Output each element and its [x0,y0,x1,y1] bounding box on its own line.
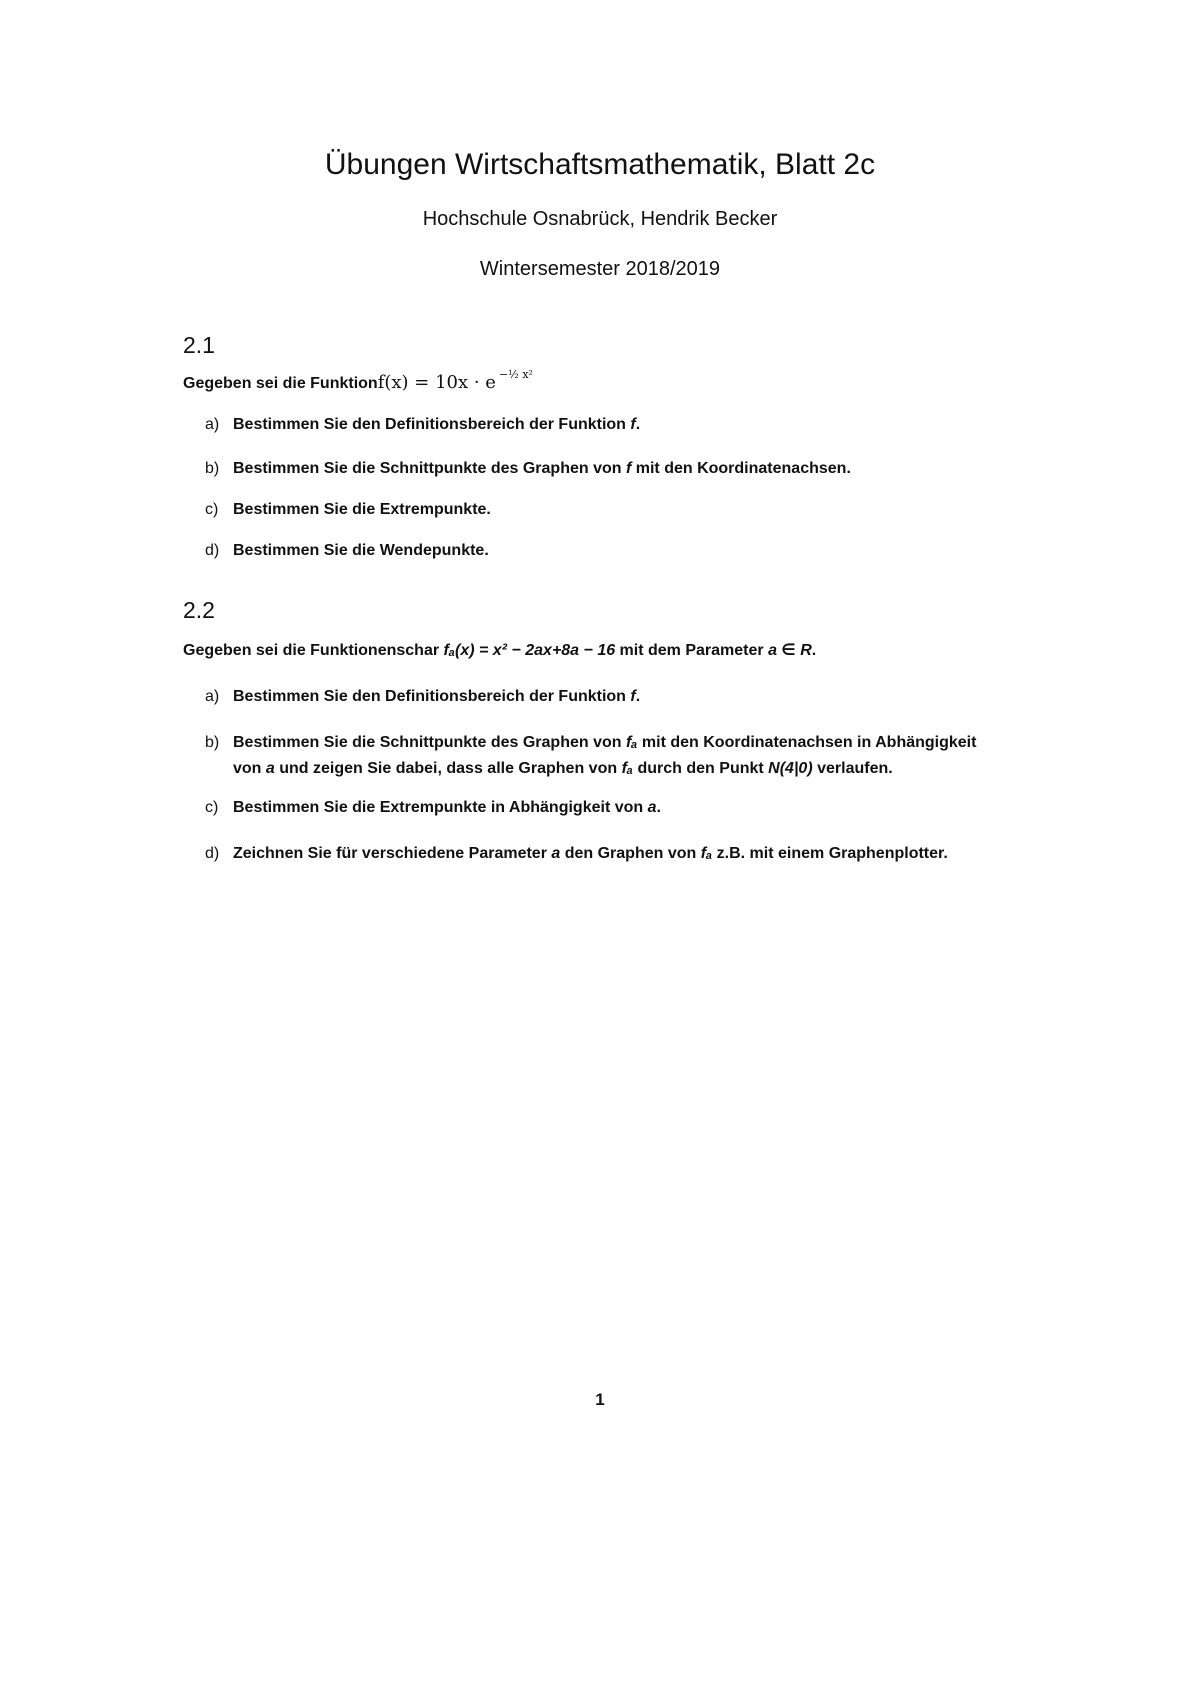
task-text-line1-end: mit den Koordinatenachsen in Abhängigkeit [637,734,977,751]
task-label: d) [205,542,220,559]
task-2-2-c [205,795,1055,821]
function-var: f [630,688,636,705]
task-label: c) [205,501,219,518]
function-var: fₐ [621,760,634,777]
page-number: 1 [595,1390,605,1409]
task-text: den Graphen von [560,845,701,862]
task-text: und zeigen Sie dabei, dass alle Graphen von [274,760,622,777]
task-text-end: verlaufen. [812,760,893,777]
task-text: von [233,760,266,777]
parameter-var: a [551,845,561,862]
section-2-2-intro [183,640,816,660]
task-label: d) [205,845,220,862]
task-text: durch den Punkt [633,760,769,777]
task-text: Bestimmen Sie den Definitionsbereich der Funktion [233,688,631,705]
task-text: Bestimmen Sie den Definitionsbereich der Funktion [233,416,631,433]
task-label: a) [205,416,220,433]
task-2-2-a [205,684,1055,710]
function-formula [377,368,533,393]
task-text-end: z.B. mit einem Graphenplotter. [712,845,948,862]
intro-text: Gegeben sei die Funktion [183,375,378,392]
formula-exponent: −½ x² [498,368,533,381]
task-text: Bestimmen Sie die Wendepunkte. [233,542,489,559]
task-2-1-a [205,412,1055,438]
task-2-2-d [205,841,1055,867]
document-title: Übungen Wirtschaftsmathematik, Blatt 2c [324,148,876,181]
intro-text-mid: mit dem Parameter [615,642,769,659]
parameter-var: a [265,760,275,777]
task-text: Bestimmen Sie die Schnittpunkte des Graphen von [233,460,626,477]
institution-line: Hochschule Osnabrück, Hendrik Becker [422,208,778,230]
task-text-end: . [635,688,641,705]
intro-text: Gegeben sei die Funktionenschar [183,642,444,659]
function-var: fₐ [700,845,713,862]
task-label: b) [205,460,220,477]
task-text-end: mit den Koordinatenachsen. [631,460,851,477]
task-text-end: . [656,799,661,816]
function-var: f [625,460,632,477]
parameter-domain: a ∈ R [768,642,812,659]
section-number-2-2: 2.2 [183,597,215,623]
task-text: Bestimmen Sie die Schnittpunkte des Graphen von [233,734,626,751]
task-2-2-b [205,730,1055,782]
intro-text-end: . [811,642,817,659]
task-2-1-d [205,538,1055,564]
section-number-2-1: 2.1 [183,332,215,358]
function-var: fₐ [625,734,638,751]
function-family-formula: fₐ(x) = x² − 2ax+8a − 16 [443,642,616,659]
function-var: f [630,416,636,433]
task-text-end: . [635,416,641,433]
point-label: N(4|0) [768,760,813,777]
parameter-var: a [647,799,657,816]
task-text: Zeichnen Sie für verschiedene Parameter [233,845,552,862]
semester-line: Wintersemester 2018/2019 [479,258,721,280]
task-continuation-line [205,756,1055,782]
task-text: Bestimmen Sie die Extrempunkte in Abhängigkeit von [233,799,648,816]
task-label: c) [205,799,219,816]
task-2-1-c [205,497,1055,523]
task-label: a) [205,688,220,705]
formula-lhs: f(x) = 10x · e [377,372,496,393]
task-2-1-b [205,456,1055,482]
section-2-1-intro [183,368,533,393]
task-text: Bestimmen Sie die Extrempunkte. [233,501,491,518]
task-label: b) [205,734,220,751]
